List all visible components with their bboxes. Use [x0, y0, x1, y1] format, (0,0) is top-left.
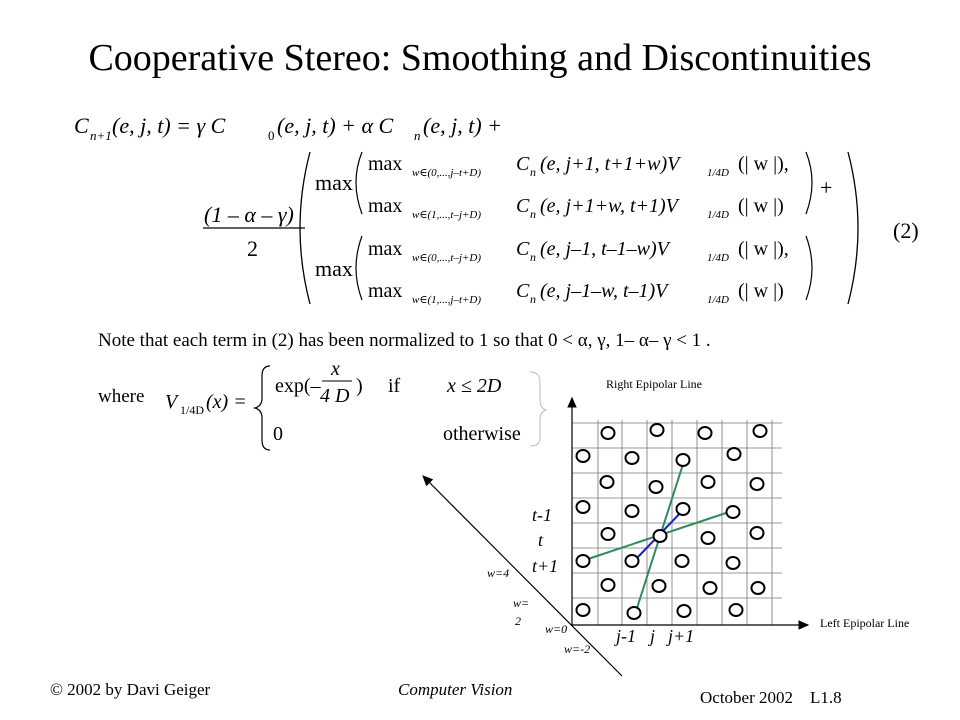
- row-c-sub: n: [530, 165, 536, 179]
- match-node: [676, 555, 689, 567]
- eq-c0-sub: 0: [268, 128, 275, 143]
- row-v-sub: 1/4D: [707, 167, 729, 179]
- vdef-lhs: V: [165, 391, 178, 413]
- outer-max-2: max: [315, 256, 353, 281]
- slide-title: Cooperative Stereo: Smoothing and Discontinuities: [88, 37, 872, 79]
- match-node: [754, 425, 767, 437]
- row-tail: (| w |): [738, 195, 784, 217]
- row-c: C: [516, 153, 530, 175]
- match-node: [654, 530, 667, 542]
- row-max-sub: w∈(0,...,j–t+D): [412, 167, 482, 179]
- vdef-lhs-sub: 1/4D: [180, 403, 204, 417]
- eq-line1-end: (e, j, t) +: [423, 113, 502, 138]
- row-max-sub: w∈(0,...,t–j+D): [412, 252, 482, 264]
- row-tail: (| w |),: [738, 153, 789, 175]
- left-axis-label: Left Epipolar Line: [820, 616, 910, 630]
- vdef-zero: 0: [273, 423, 283, 445]
- t-plus-1-label: t+1: [532, 556, 559, 576]
- row-c: C: [516, 238, 530, 260]
- match-node: [727, 506, 740, 518]
- grid: [572, 420, 782, 625]
- vdef-x: x: [331, 358, 340, 380]
- row-args: (e, j+1, t+1+w)V: [540, 153, 680, 175]
- row-max-sub: w∈(1,...,j–t+D): [412, 294, 482, 306]
- t-label: t: [538, 530, 544, 550]
- match-node: [651, 424, 664, 436]
- row-c-sub: n: [530, 250, 536, 264]
- match-node: [677, 503, 690, 515]
- vdef-cond: x ≤ 2D: [447, 375, 502, 397]
- eq-number: (2): [893, 218, 919, 243]
- footer-course: Computer Vision: [398, 680, 513, 699]
- w-axis-arrow: [423, 476, 622, 676]
- t-minus-1-label: t-1: [532, 505, 552, 525]
- row-tail: (| w |): [738, 280, 784, 302]
- where-label: where: [98, 386, 145, 407]
- w2-label-a: w=: [513, 596, 530, 610]
- match-node: [702, 476, 715, 488]
- eq-plus-between: +: [820, 175, 833, 200]
- match-node: [577, 450, 590, 462]
- row-args: (e, j–1, t–1–w)V: [540, 238, 669, 260]
- match-node: [751, 478, 764, 490]
- match-node: [702, 532, 715, 544]
- match-node: [727, 557, 740, 569]
- right-axis-label: Right Epipolar Line: [606, 377, 702, 391]
- j-minus-1-label: j-1: [616, 626, 636, 646]
- row-max: max: [368, 195, 403, 217]
- vdef-exp: exp(–: [275, 375, 321, 397]
- match-node: [626, 452, 639, 464]
- match-node: [628, 607, 641, 619]
- eq-line1-args: (e, j, t) = γ C: [112, 113, 226, 138]
- match-node: [601, 476, 614, 488]
- match-node: [577, 501, 590, 513]
- eq-lhs: C: [74, 113, 89, 138]
- match-node: [577, 555, 590, 567]
- vdef-otherwise: otherwise: [443, 423, 521, 445]
- row-v-sub: 1/4D: [707, 209, 729, 221]
- match-node: [752, 582, 765, 594]
- match-node: [677, 454, 690, 466]
- w4-label: w=4: [487, 566, 510, 580]
- footer-date-page: October 2002 L1.8: [700, 688, 842, 707]
- match-node: [704, 582, 717, 594]
- row-max: max: [368, 280, 403, 302]
- match-node: [751, 527, 764, 539]
- match-node: [626, 505, 639, 517]
- vdef-4d: 4 D: [320, 385, 350, 407]
- row-args: (e, j+1+w, t+1)V: [540, 195, 678, 217]
- vdef-lhs-args: (x) =: [206, 391, 247, 413]
- match-node: [650, 481, 663, 493]
- match-node: [730, 604, 743, 616]
- row-c-sub: n: [530, 207, 536, 221]
- match-node: [728, 448, 741, 460]
- match-node: [653, 580, 666, 592]
- match-node: [602, 427, 615, 439]
- eq-frac-num: (1 – α – γ): [204, 202, 294, 227]
- row-v-sub: 1/4D: [707, 252, 729, 264]
- footer-copyright: © 2002 by Davi Geiger: [50, 680, 211, 699]
- vdef-if: if: [388, 375, 401, 397]
- match-node: [577, 604, 590, 616]
- normalization-note: Note that each term in (2) has been normalized to 1 so that 0 < α, γ, 1– α– γ < 1 .: [98, 330, 711, 351]
- row-c: C: [516, 195, 530, 217]
- w2-label-b: 2: [515, 614, 521, 628]
- match-node: [602, 528, 615, 540]
- match-node: [699, 427, 712, 439]
- row-c-sub: n: [530, 292, 536, 306]
- vdef-close: ): [356, 375, 363, 397]
- wm2-label: w=-2: [564, 642, 591, 656]
- row-c: C: [516, 280, 530, 302]
- row-v-sub: 1/4D: [707, 294, 729, 306]
- eq-frac-den: 2: [247, 236, 258, 261]
- eq-lhs-sub: n+1: [90, 128, 112, 143]
- row-max: max: [368, 153, 403, 175]
- row-max: max: [368, 238, 403, 260]
- j-plus-1-label: j+1: [668, 626, 695, 646]
- row-tail: (| w |),: [738, 238, 789, 260]
- outer-max-1: max: [315, 170, 353, 195]
- match-node: [602, 579, 615, 591]
- match-node: [626, 555, 639, 567]
- eq-cn-sub: n: [414, 128, 421, 143]
- row-args: (e, j–1–w, t–1)V: [540, 280, 668, 302]
- w0-label: w=0: [545, 622, 568, 636]
- row-max-sub: w∈(1,...,t–j+D): [412, 209, 482, 221]
- j-label: j: [650, 626, 656, 646]
- eq-line1-mid: (e, j, t) + α C: [277, 113, 394, 138]
- match-node: [678, 605, 691, 617]
